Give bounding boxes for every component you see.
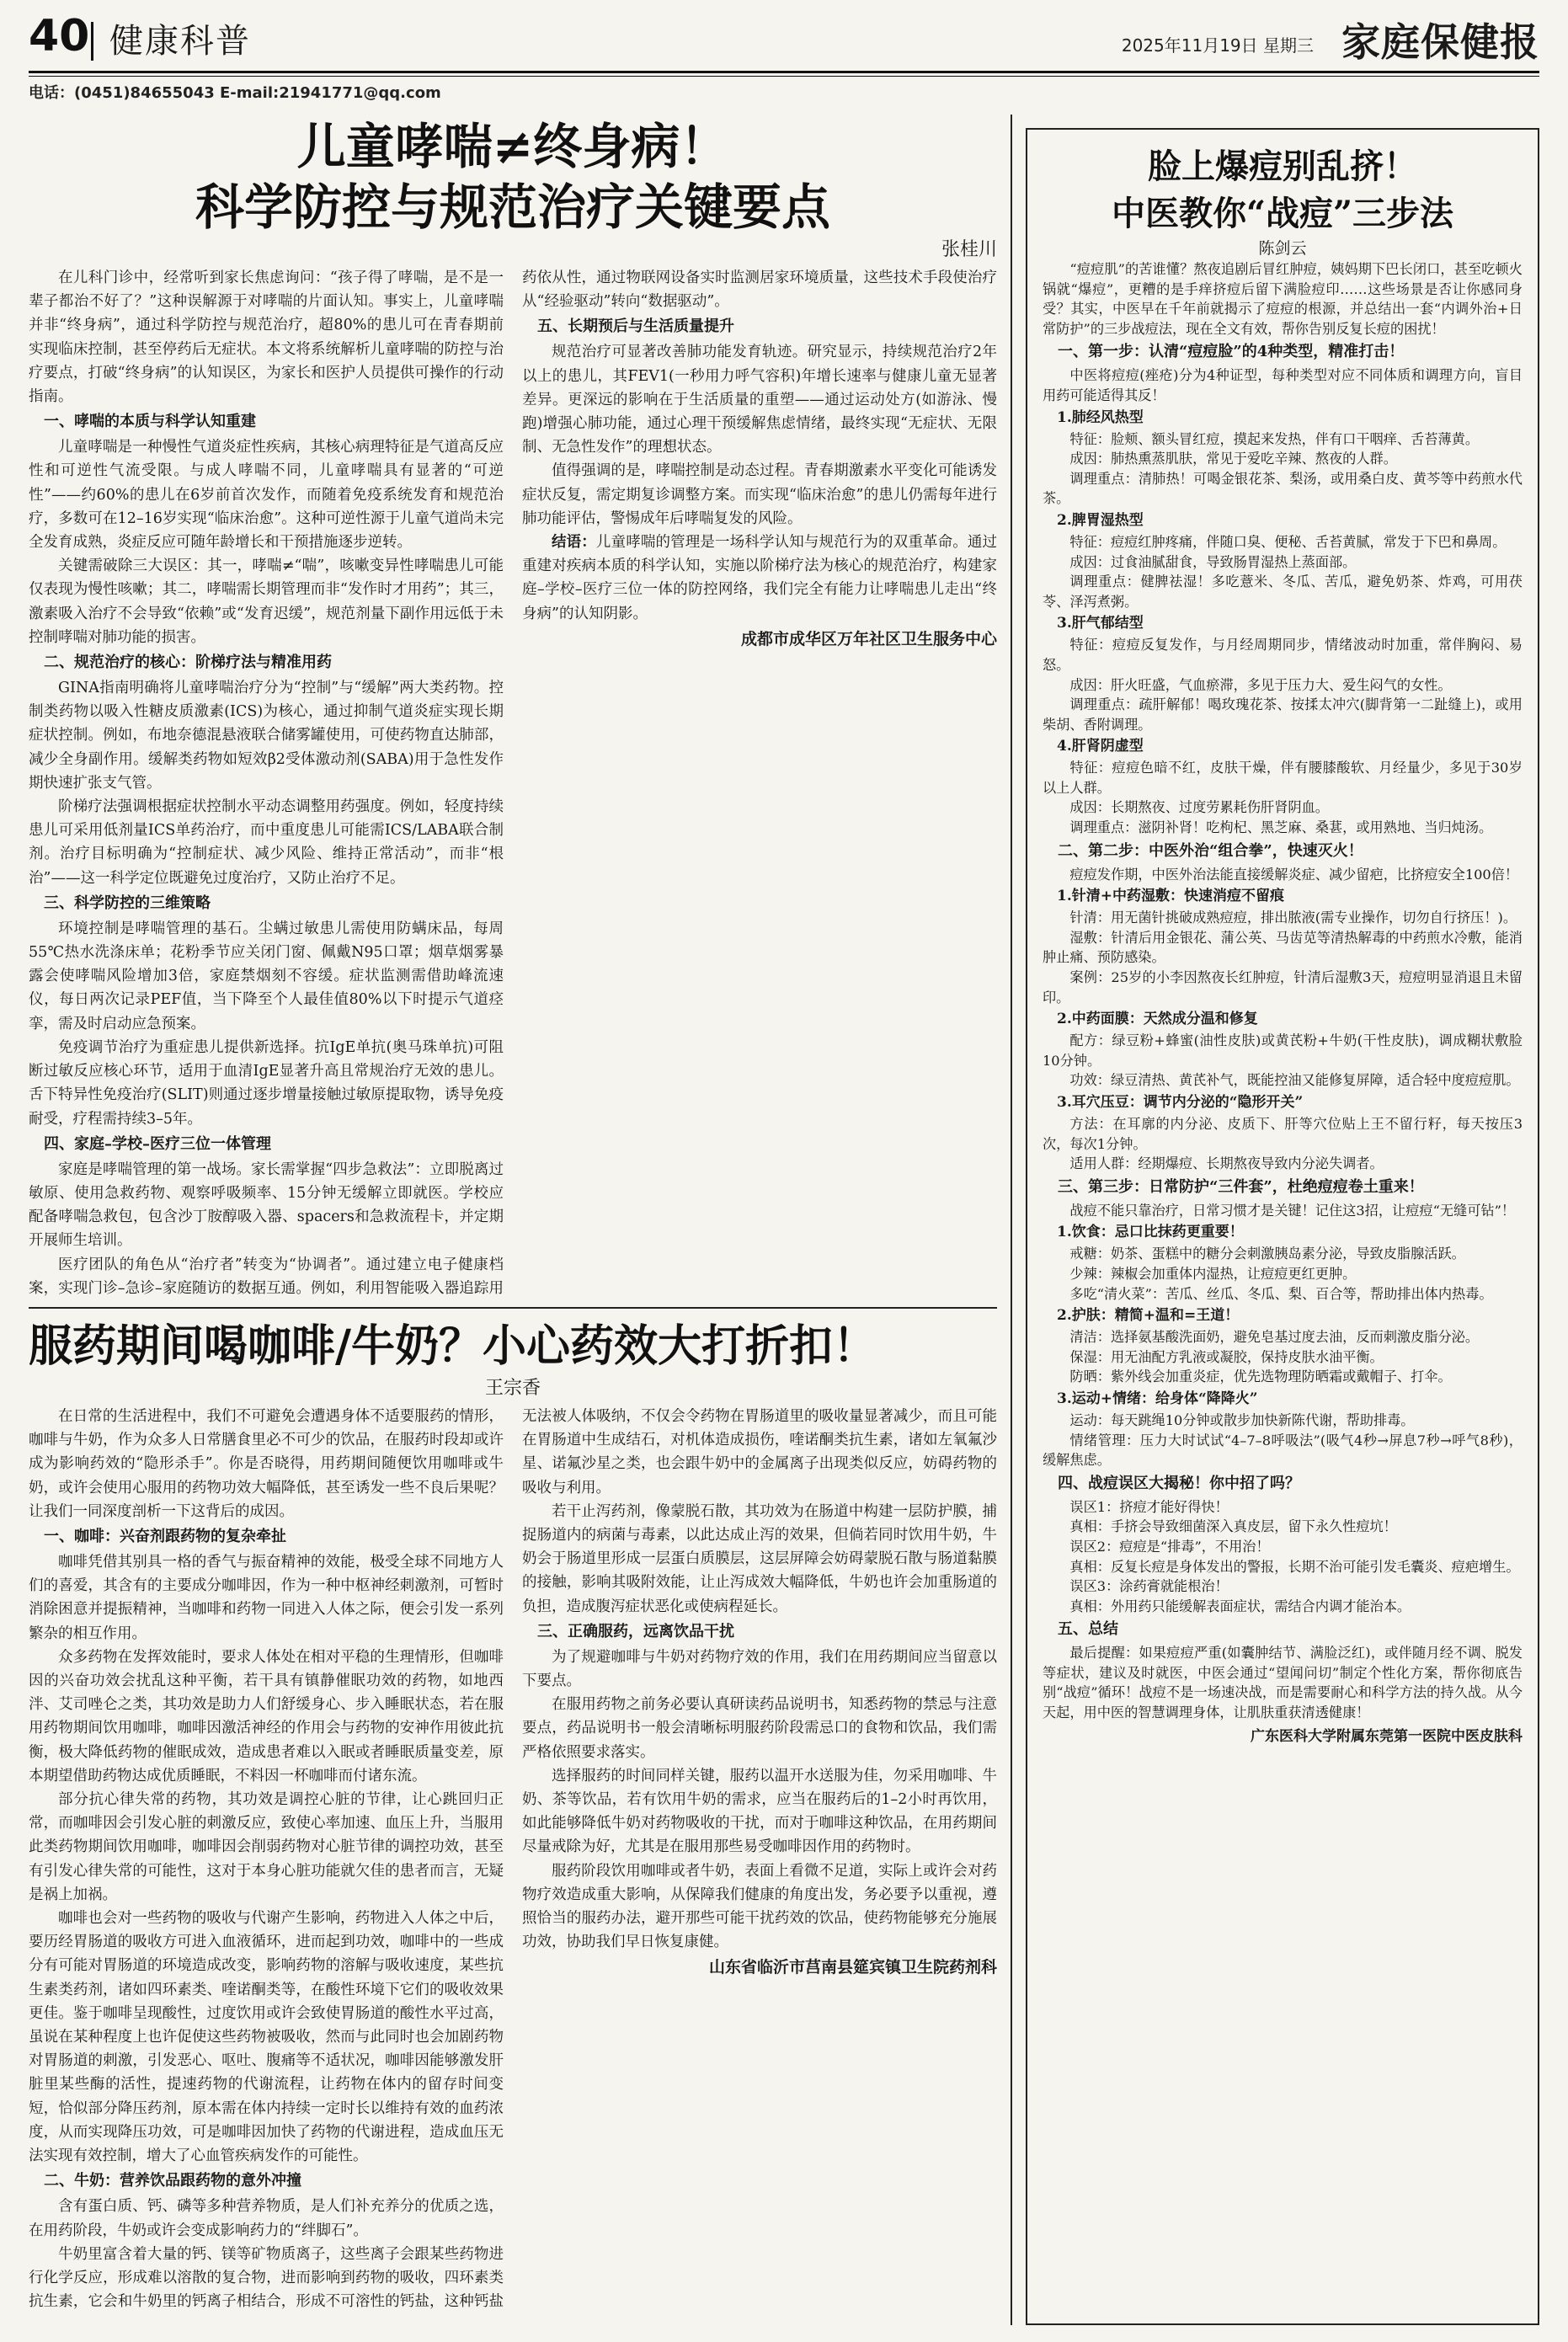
paragraph: 中医将痘痘(痤疮)分为4种证型，每种类型对应不同体质和调理方向，盲目用药可能适得其反！	[1043, 367, 1523, 403]
subheading: 五、总结	[1058, 1620, 1118, 1639]
masthead	[29, 11, 1539, 69]
subheading: 四、家庭–学校–医疗三位一体管理	[44, 1134, 271, 1153]
paragraph: 湿敷：针清后用金银花、蒲公英、马齿苋等清热解毒的中药煎水冷敷，能消肿止痛、预防感染。	[1043, 929, 1523, 966]
masthead-rule-thick	[29, 71, 1539, 73]
article-coffee-milk-body	[29, 1405, 997, 2319]
article-divider	[29, 1307, 997, 1309]
article-asthma-title-2: 科学防控与规范治疗关键要点	[195, 179, 830, 236]
method-heading: 3.耳穴压豆：调节内分泌的“隐形开关”	[1057, 1094, 1304, 1111]
page-number: 40	[29, 11, 90, 61]
paragraph: 调理重点：滋阴补肾！吃枸杞、黑芝麻、桑葚，或用熟地、当归炖汤。	[1069, 819, 1493, 836]
paragraph: 众多药物在发挥效能时，要求人体处在相对平稳的生理情形，但咖啡因的兴奋功效会扰乱这种平衡，若干具有镇静催眠功效的药物，如地西泮、艾司唑仑之类，其功效是助力人们舒缓身心、步入睡眠状态，若在服用药物期间饮用咖啡，咖啡因激活神经的作用会与药物的安神作用彼此抗衡，极大降低药物的催眠成效，造成患者难以入眠或者睡眠质量变差，原本期望借助药物达成优质睡眠，不料因一杯咖啡而付诸东流。	[29, 1648, 504, 1785]
paragraph: 案例：25岁的小李因熬夜长红肿痘，针清后湿敷3天，痘痘明显消退且未留印。	[1043, 969, 1523, 1006]
paragraph: 选择服药的时间同样关键，服药以温开水送服为佳，勿采用咖啡、牛奶、茶等饮品，若有饮用牛奶的需求，应当在服药后的1–2小时再饮用，如此能够降低牛奶对药物吸收的干扰，而对于咖啡这种饮品，在用药期间尽量戒除为好，尤其是在服用那些易受咖啡因作用的药物时。	[522, 1767, 997, 1856]
section-title: 健康科普	[109, 22, 251, 61]
subheading: 一、咖啡：兴奋剂跟药物的复杂牵扯	[44, 1528, 286, 1546]
paragraph: 环境控制是哮喘管理的基石。尘螨过敏患儿需使用防螨床品，每周55℃热水洗涤床单；花粉季节应关闭门窗、佩戴N95口罩；烟草烟雾暴露会使哮喘风险增加3倍，家庭禁烟刻不容缓。症状监测需借助峰流速仪，每日两次记录PEF值，当下降至个人最佳值80%以下时提示气道痉挛，需及时启动应急预案。	[29, 920, 504, 1032]
paragraph: 功效：绿豆清热、黄芪补气，既能控油又能修复屏障，适合轻中度痘痘肌。	[1069, 1072, 1520, 1089]
paragraph: 规范治疗可显著改善肺功能发育轨迹。研究显示，持续规范治疗2年以上的患儿，其FEV1(一秒用力呼气容积)年增长速率与健康儿童无显著差异。更深远的影响在于生活质量的重塑——通过运动处方(如游泳、慢跑)增强心肺功能，通过心理干预缓解焦虑情绪，最终实现“无症状、无限制、无急性发作”的理想状态。	[522, 344, 997, 456]
paragraph: 误区2：痘痘是“排毒”，不用治！	[1069, 1538, 1270, 1555]
paragraph: 保湿：用无油配方乳液或凝胶，保持皮肤水油平衡。	[1069, 1348, 1384, 1365]
type-heading: 3.肝气郁结型	[1057, 615, 1144, 632]
paragraph: 最后提醒：如果痘痘严重(如囊肿结节、满脸泛红)，或伴随月经不调、脱发等症状，建议及时就医，中医会通过“望闻问切”制定个性化方案，帮你彻底告别“战痘”循环！战痘不是一场速决战，而是需要耐心和科学方法的持久战。从今天起，用中医的智慧调理身体，让肌肤重获清透健康！	[1043, 1645, 1523, 1721]
issue-date: 2025年11月19日 星期三	[1121, 35, 1314, 56]
paragraph: 少辣：辣椒会加重体内湿热，让痘痘更红更肿。	[1069, 1265, 1357, 1282]
subheading: 一、第一步：认清“痘痘脸”的4种类型，精准打击！	[1058, 343, 1405, 361]
tip-heading: 3.运动+情绪：给身体“降降火”	[1057, 1390, 1258, 1407]
paragraph: 在儿科门诊中，经常听到家长焦虑询问：“孩子得了哮喘，是不是一辈子都治不好了？”这种误解源于对哮喘的片面认知。事实上，儿童哮喘并非“终身病”，通过科学防控与规范治疗，超80%的患儿可在青春期前实现临床控制，甚至停药后无症状。本文将系统解析儿童哮喘的防控与治疗要点，打破“终身病”的认知误区，为家长和医护人员提供可操作的行动指南。	[29, 269, 504, 406]
type-heading: 2.脾胃湿热型	[1057, 511, 1144, 529]
subheading: 二、规范治疗的核心：阶梯疗法与精准用药	[44, 654, 332, 672]
article-asthma-title-1: 儿童哮喘≠终身病！	[296, 118, 729, 175]
paragraph: 运动：每天跳绳10分钟或散步加快新陈代谢，帮助排毒。	[1069, 1411, 1415, 1428]
paragraph: 若干止泻药剂，像蒙脱石散，其功效为在肠道中构建一层防护膜，捕捉肠道内的病菌与毒素，以此达成止泻的效果，但倘若同时饮用牛奶，牛奶会于肠道里形成一层蛋白质膜层，这层屏障会妨碍蒙脱石散与肠道黏膜的接触，影响其吸附效能，让止泻成效大幅降低，牛奶也许会加重肠道的负担，造成腹泻症状恶化或使病程延长。	[522, 1502, 997, 1615]
article-acne-title-1: 脸上爆痘别乱挤！	[1148, 147, 1417, 186]
paragraph: 特征：脸颊、额头冒红痘，摸起来发热，伴有口干咽痒、舌苔薄黄。	[1069, 430, 1480, 447]
paragraph: 调理重点：清肺热！可喝金银花茶、梨汤，或用桑白皮、黄芩等中药煎水代茶。	[1043, 470, 1523, 507]
article-acne-body	[1043, 259, 1523, 1748]
subheading: 三、科学防控的三维策略	[44, 894, 211, 912]
paragraph: 部分抗心律失常的药物，其功效是调控心脏的节律，让心跳回归正常，而咖啡因会引发心脏的刺激反应，致使心率加速、血压上升，当服用此类药物期间饮用咖啡，咖啡因会削弱药物对心脏节律的调控功效，甚至有引发心律失常的可能性，这对于本身心脏功能就欠佳的患者而言，无疑是祸上加祸。	[29, 1791, 504, 1903]
newspaper-page	[29, 11, 1539, 2327]
subheading: 二、牛奶：营养饮品跟药物的意外冲撞	[44, 2172, 301, 2190]
paragraph: 在服用药物之前务必要认真研读药品说明书，知悉药物的禁忌与注意要点，药品说明书一般会清晰标明服药阶段需忌口的食物和饮品，我们需严格依照要求落实。	[522, 1696, 997, 1761]
paragraph: 调理重点：疏肝解郁！喝玫瑰花茶、按揉太冲穴(脚背第一二趾缝上)，或用柴胡、香附调理。	[1043, 696, 1523, 733]
paragraph: 误区3：涂药膏就能根治！	[1069, 1578, 1229, 1595]
paragraph: 适用人群：经期爆痘、长期熬夜导致内分泌失调者。	[1069, 1155, 1384, 1172]
paragraph: 特征：痘痘红肿疼痛，伴随口臭、便秘、舌苔黄腻，常发于下巴和鼻周。	[1069, 533, 1507, 550]
paragraph: 痘痘发作期，中医外治法能直接缓解炎症、减少留疤，比挤痘安全100倍！	[1069, 866, 1519, 883]
subheading: 三、正确服药，远离饮品干扰	[537, 1622, 734, 1640]
article-coffee-milk	[29, 1317, 997, 2325]
conclusion-paragraph	[522, 531, 997, 626]
subheading: 三、第三步：日常防护“三件套”，杜绝痘痘卷土重来！	[1058, 1177, 1424, 1196]
paragraph: 为了规避咖啡与牛奶对药物疗效的作用，我们在用药期间应当留意以下要点。	[522, 1648, 997, 1690]
article-asthma	[29, 116, 997, 1299]
paragraph: 值得强调的是，哮喘控制是动态过程。青春期激素水平变化可能诱发症状反复，需定期复诊调整方案。而实现“临床治愈”的患儿仍需每年进行肺功能评估，警惕成年后哮喘复发的风险。	[522, 462, 997, 527]
paragraph: GINA指南明确将儿童哮喘治疗分为“控制”与“缓解”两大类药物。控制类药物以吸入性糖皮质激素(ICS)为核心，通过抑制气道炎症实现长期症状控制。例如，布地奈德混悬液联合储雾罐使用，可使药物直达肺部，减少全身副作用。缓解类药物如短效β2受体激动剂(SABA)用于急性发作期快速扩张支气管。	[29, 680, 504, 792]
type-heading: 4.肝肾阴虚型	[1057, 738, 1144, 755]
paragraph: 调理重点：健脾祛湿！多吃薏米、冬瓜、苦瓜，避免奶茶、炸鸡，可用茯苓、泽泻煮粥。	[1043, 573, 1523, 610]
subheading: 一、哮喘的本质与科学认知重建	[44, 413, 256, 431]
conclusion-label: 结语：	[552, 534, 596, 552]
paragraph: 咖啡凭借其别具一格的香气与振奋精神的效能，极受全球不同地方人们的喜爱，其含有的主要成分咖啡因，作为一种中枢神经刺激剂，可暂时消除困意并提振精神，当咖啡和药物一同进入人体之际，便会引发一系列繁杂的相互作用。	[29, 1554, 504, 1642]
method-heading: 2.中药面膜：天然成分温和修复	[1057, 1011, 1258, 1028]
subheading: 四、战痘误区大揭秘！你中招了吗？	[1058, 1474, 1300, 1492]
tip-heading: 2.护肤：精简+温和=王道！	[1057, 1307, 1240, 1325]
paragraph: 真相：反复长痘是身体发出的警报，长期不治可能引发毛囊炎、痘疤增生。	[1069, 1558, 1520, 1575]
paragraph: 误区1：挤痘才能好得快！	[1069, 1498, 1229, 1515]
conclusion-text: 儿童哮喘的管理是一场科学认知与规范行为的双重革命。通过重建对疾病本质的科学认知，实施以阶梯疗法为核心的规范治疗，构建家庭–学校–医疗三位一体的防控网络，我们完全有能力让哮喘患儿走出“终身病”的认知阴影。	[522, 534, 997, 622]
article-asthma-body	[29, 266, 997, 1299]
masthead-rule-thin	[29, 76, 1539, 77]
paragraph: 针清：用无菌针挑破成熟痘痘，排出脓液(需专业操作，切勿自行挤压！)。	[1069, 910, 1517, 926]
article-coffee-milk-author: 王宗香	[484, 1378, 541, 1399]
method-heading: 1.针清+中药湿敷：快速消痘不留痕	[1057, 888, 1284, 905]
article-acne	[1026, 128, 1539, 2325]
paragraph: 服药阶段饮用咖啡或者牛奶，表面上看微不足道，实际上或许会对药物疗效造成重大影响，从保障我们健康的角度出发，务必要予以重视，遵照恰当的服药办法，避开那些可能干扰药效的饮品，使药物能够充分施展功效，协助我们早日恢复康健。	[522, 1862, 997, 1951]
column-divider	[1011, 115, 1012, 2325]
paragraph: 战痘不能只靠治疗，日常习惯才是关键！记住这3招，让痘痘“无缝可钻”！	[1069, 1202, 1516, 1219]
paragraph: 在日常的生活进程中，我们不可避免会遭遇身体不适要服药的情形，咖啡与牛奶，作为众多人日常膳食里必不可少的饮品，在服药时段却或许成为影响药效的“隐形杀手”。你是否晓得，用药期间随便饮用咖啡或牛奶，或许会使用心服用的药物功效大幅降低，甚至诱发一些不良后果呢？让我们一同深度剖析一下这背后的成因。	[29, 1408, 504, 1520]
article-asthma-source: 成都市成华区万年社区卫生服务中心	[740, 629, 997, 648]
paragraph: 多吃“清火菜”：苦瓜、丝瓜、冬瓜、梨、百合等，帮助排出体内热毒。	[1069, 1285, 1493, 1302]
paragraph: 真相：手挤会导致细菌深入真皮层，留下永久性痘坑！	[1069, 1518, 1397, 1535]
article-asthma-author: 张桂川	[941, 239, 997, 260]
paragraph: 咖啡也会对一些药物的吸收与代谢产生影响，药物进入人体之中后，要历经胃肠道的吸收方可进入血液循环，进而起到功效，咖啡中的一些成分有可能对胃肠道的环境造成改变，影响药物的溶解与吸收速度，某些抗生素类药剂，诸如四环素类、喹诺酮类等，在酸性环境下它们的吸收效果更佳。鉴于咖啡呈现酸性，过度饮用或许会致使胃肠道的酸性水平过高，虽说在某种程度上也许促使这些药物被吸收，然而与此同时也会加剧药物对胃肠道的刺激，引发恶心、呕吐、腹痛等不适状况，咖啡因能够激发肝脏里某些酶的活性，提速药物的代谢流程，让药物在体内的留存时间变短，恰似部分降压药剂，原本需在体内持续一定时长以维持有效的血药浓度，从而实现降压功效，可是咖啡因加快了药物的代谢进程，造成血压无法实现有效控制，增大了心血管疾病发作的可能性。	[29, 1910, 504, 2165]
paragraph: 情绪管理：压力大时试试“4–7–8呼吸法”(吸气4秒→屏息7秒→呼气8秒)，缓解焦虑。	[1043, 1432, 1523, 1469]
paragraph: 成因：肝火旺盛，气血瘀滞，多见于压力大、爱生闷气的女性。	[1069, 676, 1452, 693]
paragraph: 特征：痘痘色暗不红，皮肤干燥，伴有腰膝酸软、月经量少，多见于30岁以上人群。	[1043, 760, 1523, 796]
article-acne-author: 陈剑云	[1258, 239, 1307, 258]
paragraph: 真相：外用药只能缓解表面症状，需结合内调才能治本。	[1069, 1598, 1411, 1614]
paragraph: 特征：痘痘反复发作，与月经周期同步，情绪波动时加重，常伴胸闷、易怒。	[1043, 637, 1523, 673]
paragraph: 成因：过食油腻甜食，导致肠胃湿热上蒸面部。	[1069, 553, 1357, 570]
masthead-divider	[91, 22, 93, 61]
article-acne-title-2: 中医教你“战痘”三步法	[1111, 194, 1453, 233]
paragraph: 成因：长期熬夜、过度劳累耗伤肝肾阴血。	[1069, 799, 1329, 816]
paragraph: 配方：绿豆粉+蜂蜜(油性皮肤)或黄芪粉+牛奶(干性皮肤)，调成糊状敷脸10分钟。	[1043, 1032, 1523, 1069]
paragraph: 医疗团队的角色从“治疗者”转变为“协调者”。通过建立电子健康档案，实现门诊–急诊–家庭随访的数据互通。例如，利用智能吸入器追踪用药依从性，通过物联网设备实时监测居家环境质量，这些技术手段使治疗从“经验驱动”转向“数据驱动”。	[29, 269, 997, 1297]
paper-name: 家庭保健报	[1341, 19, 1539, 65]
article-coffee-milk-source: 山东省临沂市莒南县筵宾镇卫生院药剂科	[708, 1958, 997, 1977]
paragraph: 防晒：紫外线会加重炎症，优先选物理防晒霜或戴帽子、打伞。	[1069, 1368, 1452, 1385]
article-acne-source: 广东医科大学附属东莞第一医院中医皮肤科	[1251, 1727, 1523, 1745]
paragraph: 家庭是哮喘管理的第一战场。家长需掌握“四步急救法”：立即脱离过敏原、使用急救药物、观察呼吸频率、15分钟无缓解立即就医。学校应配备哮喘急救包，包含沙丁胺醇吸入器、spacers和急救流程卡，并定期开展师生培训。	[29, 1160, 504, 1250]
paragraph: 清洁：选择氨基酸洗面奶，避免皂基过度去油，反而刺激皮脂分泌。	[1069, 1329, 1480, 1346]
paragraph: 儿童哮喘是一种慢性气道炎症性疾病，其核心病理特征是气道高反应性和可逆性气流受限。与成人哮喘不同，儿童哮喘具有显著的“可逆性”——约60%的患儿在6岁前首次发作，而随着免疫系统发育和规范治疗，多数可在12–16岁实现“临床治愈”。这种可逆性源于儿童气道尚未完全发育成熟，炎症反应可随年龄增长和干预措施逐步逆转。	[29, 439, 504, 552]
subheading: 五、长期预后与生活质量提升	[537, 317, 734, 336]
paragraph: “痘痘肌”的苦谁懂？熬夜追剧后冒红肿痘，姨妈期下巴长闭口，甚至吃顿火锅就“爆痘”，更糟的是手痒挤痘后留下满脸痘印……这些场景是否让你感同身受？其实，中医早在千年前就揭示了痘痘的根源，并总结出一套“内调外治+日常防护”的三步战痘法，现在全文有效，帮你告别反复长痘的困扰！	[1043, 261, 1523, 337]
paragraph: 含有蛋白质、钙、磷等多种营养物质，是人们补充养分的优质之选，在用药阶段，牛奶或许会变成影响药力的“绊脚石”。	[29, 2198, 504, 2239]
article-coffee-milk-title: 服药期间喝咖啡/牛奶？小心药效大打折扣！	[29, 1320, 877, 1372]
paragraph: 方法：在耳廓的内分泌、皮质下、肝等穴位贴上王不留行籽，每天按压3次，每次1分钟。	[1043, 1116, 1523, 1152]
paragraph: 关键需破除三大误区：其一，哮喘≠“喘”，咳嗽变异性哮喘患儿可能仅表现为慢性咳嗽；其二，哮喘需长期管理而非“发作时才用药”；其三，激素吸入治疗不会导致“依赖”或“发育迟缓”，规范剂量下副作用远低于未控制哮喘对肺功能的损害。	[29, 557, 504, 646]
tip-heading: 1.饮食：忌口比抹药更重要！	[1057, 1224, 1244, 1241]
paragraph: 成因：肺热熏蒸肌肤，常见于爱吃辛辣、熬夜的人群。	[1069, 451, 1397, 467]
paragraph: 阶梯疗法强调根据症状控制水平动态调整用药强度。例如，轻度持续患儿可采用低剂量ICS单药治疗，而中重度患儿可能需ICS/LABA联合制剂。治疗目标明确为“控制症状、减少风险、维持正常活动”，而非“根治”——这一科学定位既避免过度治疗，又防止治疗不足。	[29, 798, 504, 887]
contact-line: 电话：(0451)84655043 E-mail:21941771@qq.com	[29, 84, 441, 102]
paragraph: 戒糖：奶茶、蛋糕中的糖分会刺激胰岛素分泌，导致皮脂腺活跃。	[1069, 1246, 1465, 1262]
subheading: 二、第二步：中医外治“组合拳”，快速灭火！	[1058, 841, 1363, 860]
type-heading: 1.肺经风热型	[1057, 408, 1144, 426]
paragraph: 免疫调节治疗为重症患儿提供新选择。抗IgE单抗(奥马珠单抗)可阻断过敏反应核心环节，适用于血清IgE显著升高且常规治疗无效的患儿。舌下特异性免疫治疗(SLIT)则通过逐步增量接触过敏原提取物，诱导免疫耐受，疗程需持续3–5年。	[29, 1038, 504, 1128]
paragraph: 牛奶里富含着大量的钙、镁等矿物质离子，这些离子会跟某些药物进行化学反应，形成难以溶散的复合物，进而影响到药物的吸收，四环素类抗生素，它会和牛奶里的钙离子相结合，形成不可溶性的钙盐，这种钙盐无法被人体吸纳，不仅会令药物在胃肠道里的吸收量显著减少，而且可能在胃肠道中生成结石，对机体造成损伤，喹诺酮类抗生素，诸如左氧氟沙星、诺氟沙星之类，也会跟牛奶中的金属离子出现类似反应，妨碍药物的吸收与利用。	[29, 1408, 997, 2311]
